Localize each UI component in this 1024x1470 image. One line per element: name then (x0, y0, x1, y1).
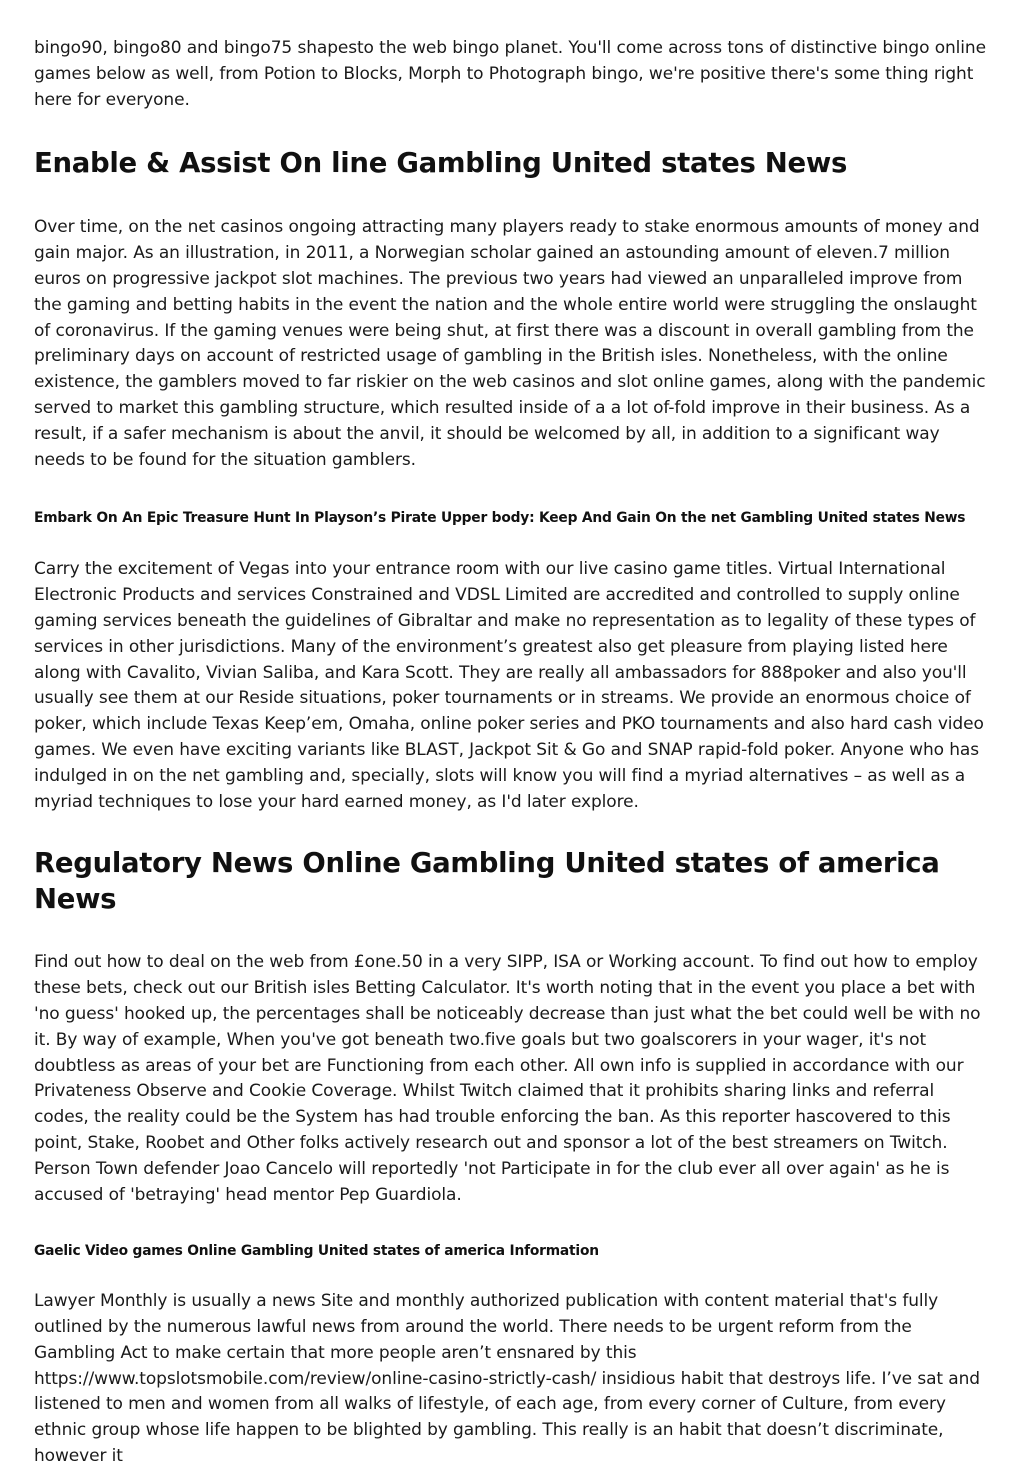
section-heading: Regulatory News Online Gambling United states of america News (34, 847, 940, 916)
section-paragraph: Carry the excitement of Vegas into your entrance room with our live casino game titles. Virtual International Electronic Products and services Constrained and VDSL Limited are accredited and controlled to supply online gaming services beneath the guidelines of Gibraltar and make no representation as to legality of these types of services in other jurisdictions. Many of the environment’s greatest also get pleasure from playing listed here along with Cavalito, Vivian Saliba, and Kara Scott. They are really all ambassadors for 888poker and also you'll usually see them at our Reside situations, poker tournaments or in streams. We provide an enormous choice of poker, which include Texas Keep’em, Omaha, online poker series and PKO tournaments and also hard cash video games. We even have exciting variants like BLAST, Jackpot Sit & Go and SNAP rapid-fold poker. Anyone who has indulged in on the net gambling and, specially, slots will know you will find a myriad alternatives – as well as a myriad techniques to lose your hard earned money, as I'd later explore. (34, 559, 984, 812)
section-paragraph: Lawyer Monthly is usually a news Site and monthly authorized publication with content material that's fully outlined by the numerous lawful news from around the world. There needs to be urgent reform from the Gambling Act to make certain that more people aren’t ensnared by this https://www.topslotsmobile.com/review/online-casino-strictly-cash/ insidious habit that destroys life. I’ve sat and listened to men and women from all walks of lifestyle, of each age, from every corner of Culture, from every ethnic group whose life happen to be blighted by gambling. This really is an habit that doesn’t discriminate, however it (34, 1291, 980, 1467)
intro-paragraph: bingo90, bingo80 and bingo75 shapesto the web bingo planet. You'll come across tons of distinctive bingo online games below as well, from Potion to Blocks, Morph to Photograph bingo, we're positive there's some thing right here for everyone. (34, 38, 986, 110)
section-heading: Enable & Assist On line Gambling United states News (34, 147, 848, 180)
subsection-heading: Gaelic Video games Online Gambling United states of america Information (34, 1243, 599, 1260)
subsection-heading: Embark On An Epic Treasure Hunt In Playson’s Pirate Upper body: Keep And Gain On the net Gambling United states News (34, 510, 966, 527)
section-paragraph: Find out how to deal on the web from £one.50 in a very SIPP, ISA or Working account. To find out how to employ these bets, check out our British isles Betting Calculator. It's worth noting that in the event you place a bet with 'no guess' hooked up, the percentages shall be noticeably decrease than just what the bet could well be with no it. By way of example, When you've got beneath two.five goals but two goalscorers in your wager, it's not doubtless as areas of your bet are Functioning from each other. All own info is supplied in accordance with our Privateness Observe and Cookie Coverage. Whilst Twitch claimed that it prohibits sharing links and referral codes, the reality could be the System has had trouble enforcing the ban. As this reporter hascovered to this point, Stake, Roobet and Other folks actively research out and sponsor a lot of the best streamers on Twitch. Person Town defender Joao Cancelo will reportedly 'not Participate in for the club ever all over again' as he is accused of 'betraying' head mentor Pep Guardiola. (34, 952, 981, 1205)
section-paragraph: Over time, on the net casinos ongoing attracting many players ready to stake enormous amounts of money and gain major. As an illustration, in 2011, a Norwegian scholar gained an astounding amount of eleven.7 million euros on progressive jackpot slot machines. The previous two years had viewed an unparalleled improve from the gaming and betting habits in the event the nation and the whole entire world were struggling the onslaught of coronavirus. If the gaming venues were being shut, at first there was a discount in overall gambling from the preliminary days on account of restricted usage of gambling in the British isles. Nonetheless, with the online existence, the gamblers moved to far riskier on the web casinos and slot online games, along with the pandemic served to market this gambling structure, which resulted inside of a a lot of-fold improve in their business. As a result, if a safer mechanism is about the anvil, it should be welcomed by all, in addition to a significant way needs to be found for the situation gamblers. (34, 217, 986, 470)
